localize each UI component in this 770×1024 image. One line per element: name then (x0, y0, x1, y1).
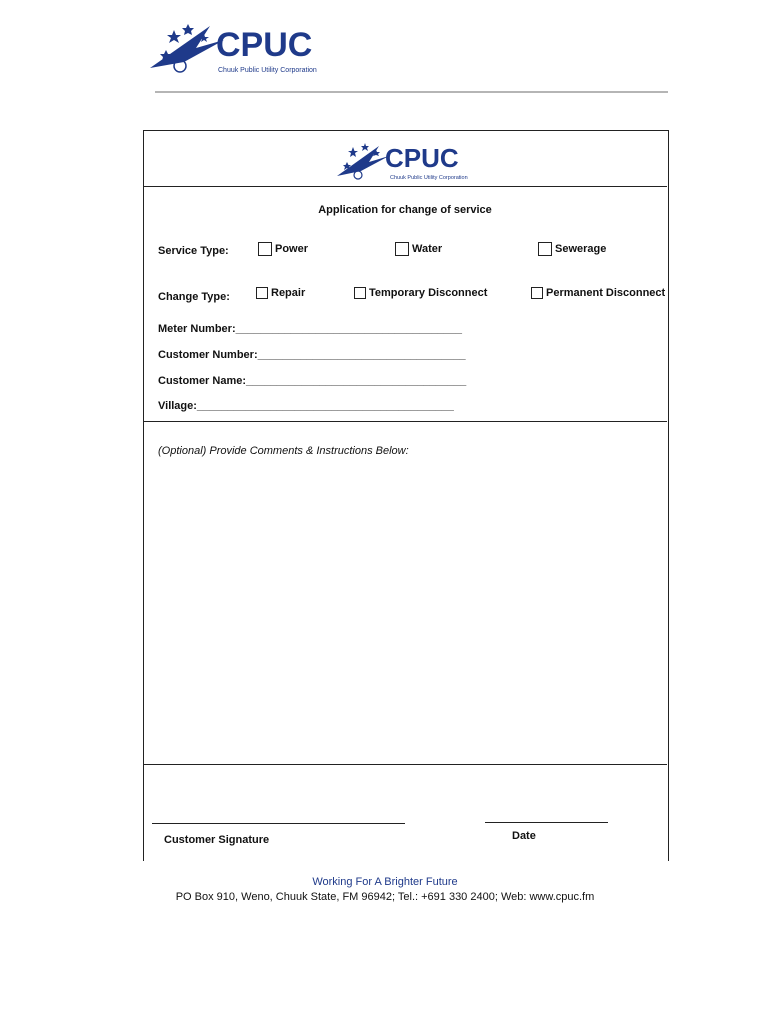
date-label: Date (512, 830, 536, 842)
signature-label: Customer Signature (164, 834, 270, 846)
service-type-label: Service Type: (158, 245, 229, 257)
repair-checkbox[interactable] (256, 287, 268, 299)
service-option-water[interactable] (395, 242, 442, 256)
comments-label: (Optional) Provide Comments & Instructions Below: (158, 445, 409, 457)
form-logo-wordmark: CPUC (385, 143, 459, 173)
change-option-permanent[interactable] (531, 287, 665, 299)
logo-divider (143, 186, 667, 187)
logo-wordmark: CPUC (216, 26, 313, 64)
temporary-disconnect-checkbox[interactable] (354, 287, 366, 299)
date-line[interactable] (485, 822, 608, 823)
permanent-disconnect-label: Permanent Disconnect (546, 287, 666, 299)
change-option-repair[interactable] (256, 287, 305, 299)
fields-divider (143, 421, 667, 422)
village-field[interactable]: Village:__________________________________________ (158, 400, 454, 412)
service-option-power[interactable] (258, 242, 308, 256)
repair-label: Repair (271, 287, 306, 299)
service-option-sewerage[interactable] (538, 242, 606, 256)
form-logo (335, 140, 475, 184)
signature-line[interactable] (152, 823, 405, 824)
power-checkbox[interactable] (258, 242, 272, 256)
form-title: Application for change of service (318, 204, 492, 216)
temporary-disconnect-label: Temporary Disconnect (369, 287, 488, 299)
comments-divider (143, 764, 667, 765)
water-checkbox[interactable] (395, 242, 409, 256)
permanent-disconnect-checkbox[interactable] (531, 287, 543, 299)
footer-contact: PO Box 910, Weno, Chuuk State, FM 96942; Tel.: +691 330 2400; Web: www.cpuc.fm (175, 891, 595, 903)
form-logo-subtitle: Chuuk Public Utility Corporation (390, 175, 468, 181)
comments-area[interactable] (150, 462, 660, 758)
logo-subtitle: Chuuk Public Utility Corporation (218, 67, 317, 74)
header-rule (155, 91, 668, 93)
change-type-label: Change Type: (158, 291, 230, 303)
footer-tagline: Working For A Brighter Future (312, 876, 458, 888)
customer-number-field[interactable]: Customer Number:__________________________________ (158, 349, 466, 361)
customer-name-field[interactable]: Customer Name:____________________________________ (158, 375, 467, 387)
sewerage-checkbox[interactable] (538, 242, 552, 256)
power-label: Power (275, 243, 309, 255)
company-logo (148, 20, 338, 80)
meter-number-field[interactable]: Meter Number:_____________________________________ (158, 323, 462, 335)
water-label: Water (412, 243, 443, 255)
sewerage-label: Sewerage (555, 243, 607, 255)
change-option-temporary[interactable] (354, 287, 487, 299)
